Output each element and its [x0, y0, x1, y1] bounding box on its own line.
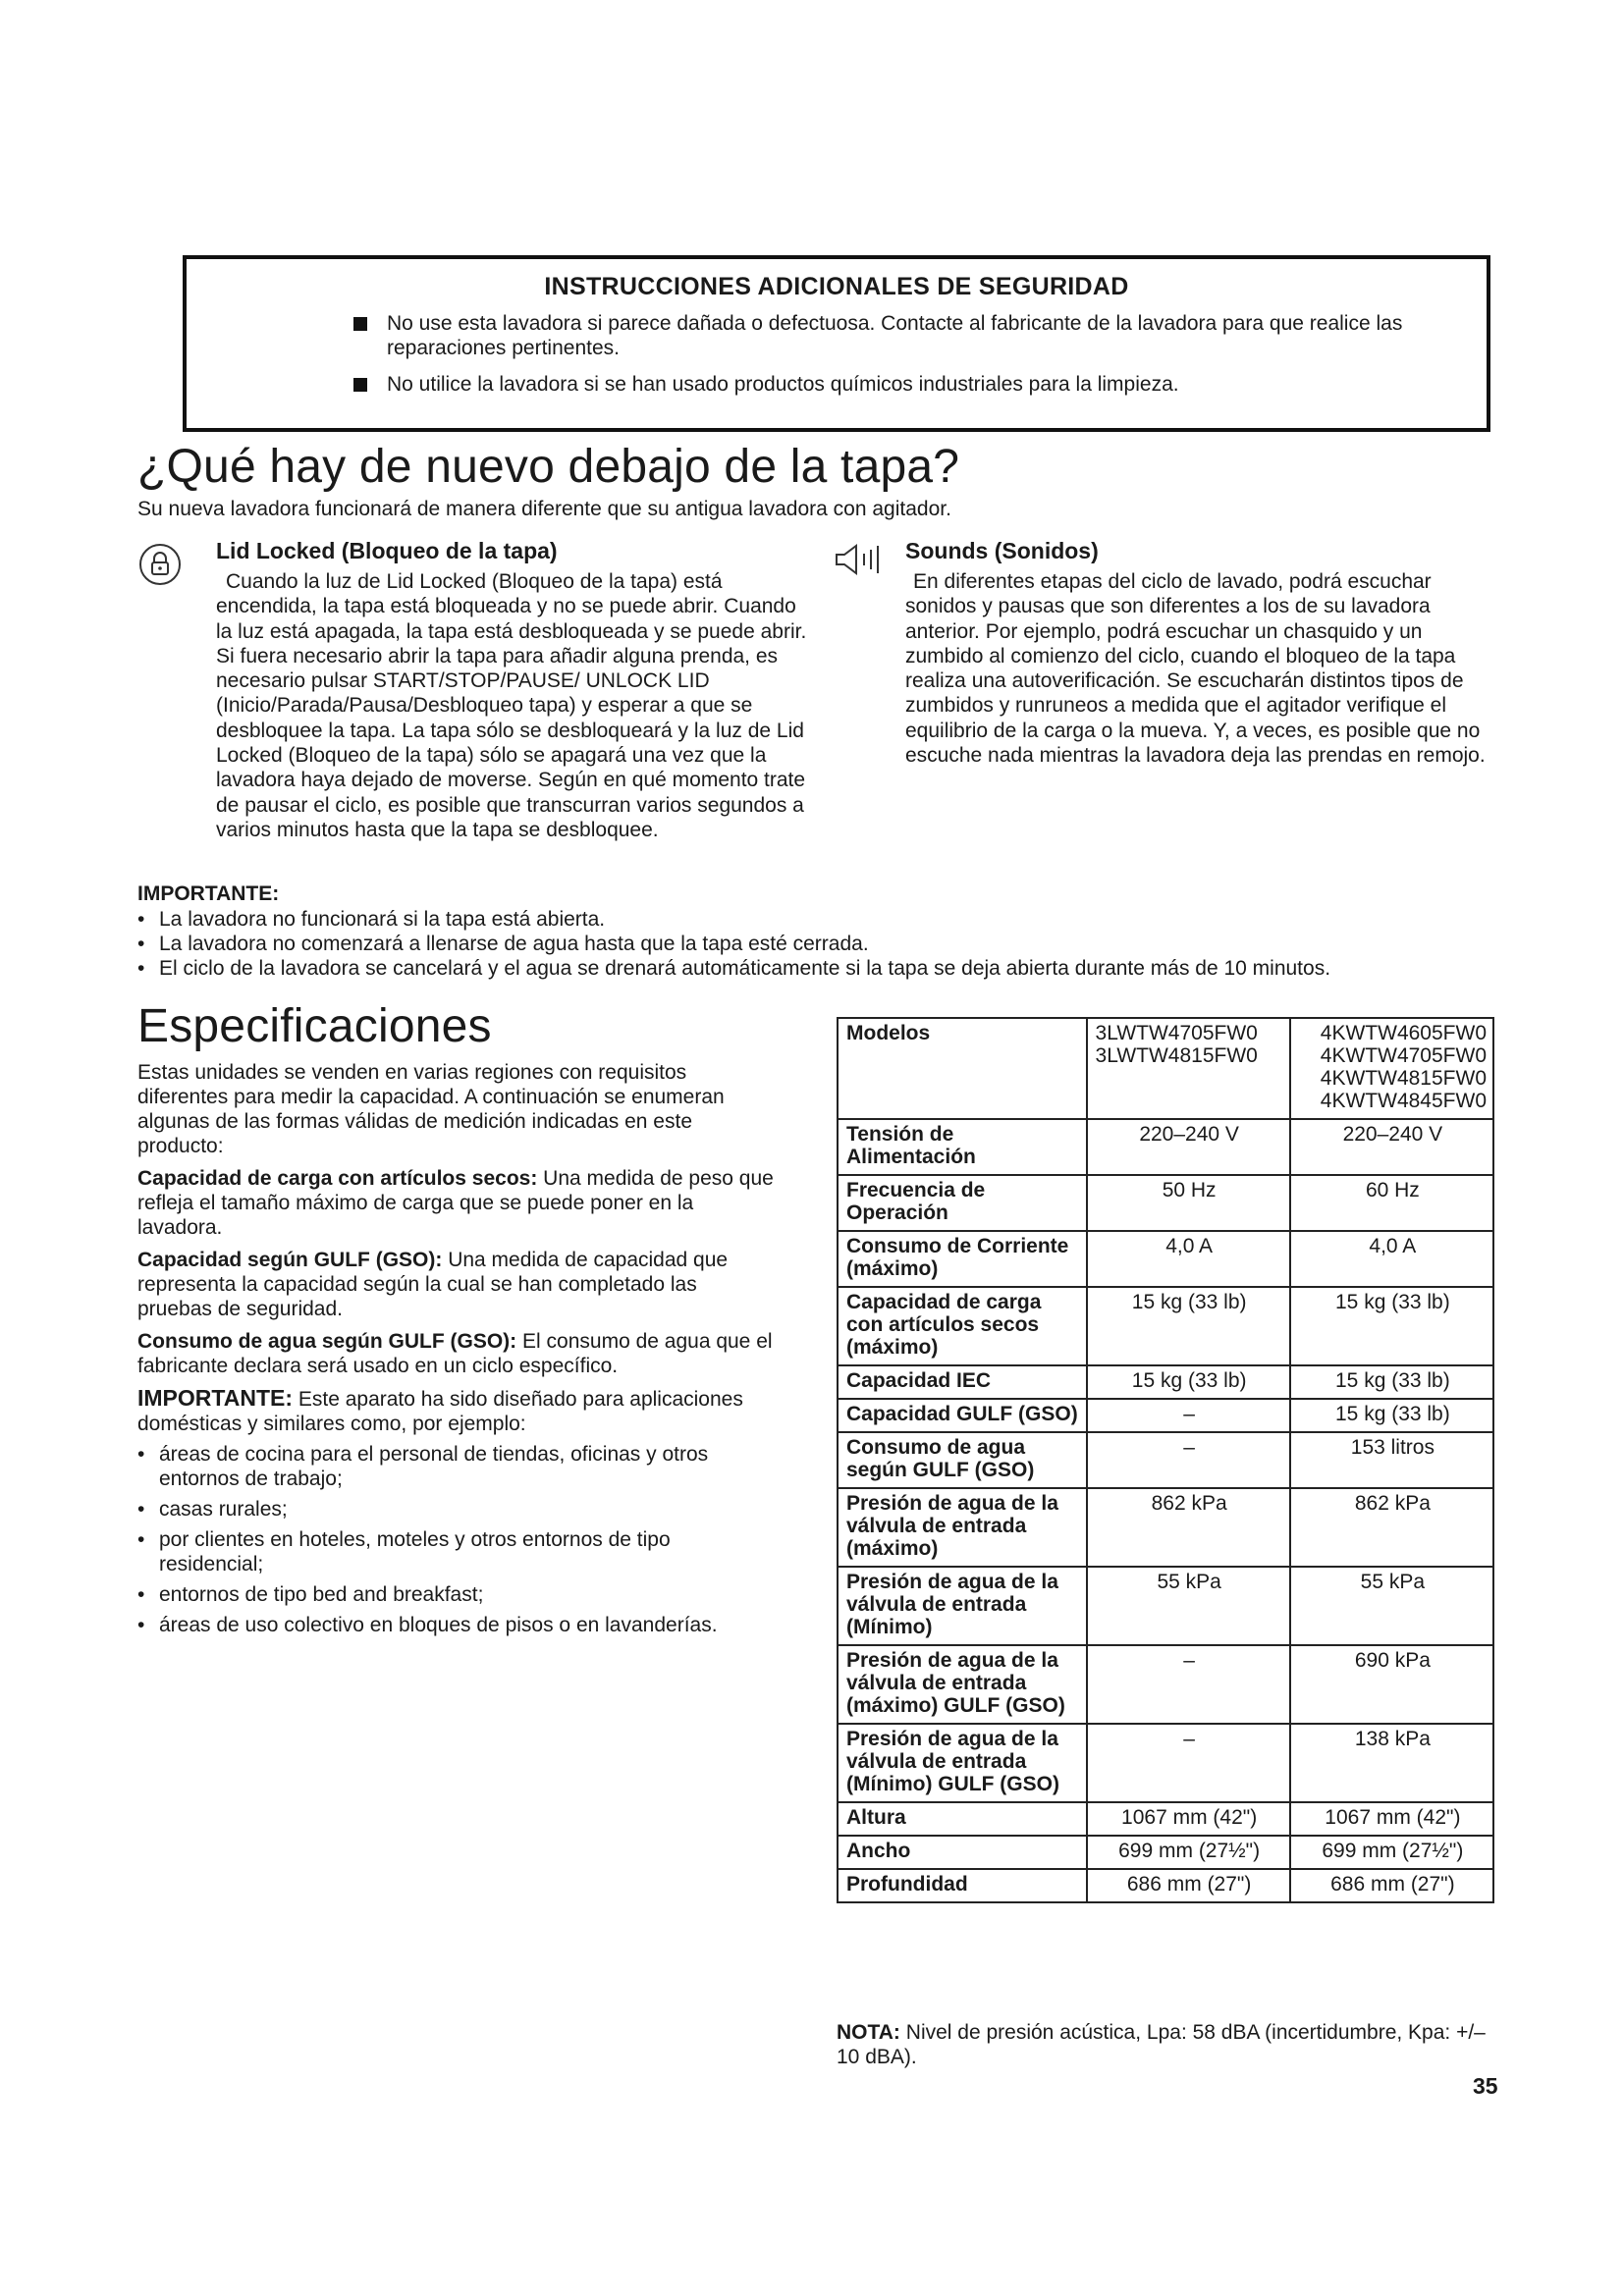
table-row	[838, 1175, 1493, 1231]
spec-value-col1: –	[1087, 1724, 1290, 1802]
models-col2: 4KWTW4605FW0 4KWTW4705FW0 4KWTW4815FW0 4KWTW4845FW0	[1290, 1018, 1493, 1119]
spec-value-col1: 50 Hz	[1087, 1175, 1290, 1231]
safety-instructions-box	[183, 255, 1490, 432]
safety-item: No utilice la lavadora si se han usado productos químicos industriales para la limpieza.	[361, 372, 1428, 397]
spec-value-col2: 220–240 V	[1290, 1119, 1493, 1175]
important-label: IMPORTANTE:	[137, 882, 280, 905]
spec-label: Presión de agua de la válvula de entrada (máximo) GULF (GSO)	[838, 1645, 1087, 1724]
list-item: • áreas de uso colectivo en bloques de pisos o en lavanderías.	[137, 1613, 776, 1637]
spec-value-col2: 699 mm (27½")	[1290, 1836, 1493, 1869]
spec-value-col1: –	[1087, 1399, 1290, 1432]
spec-value-col2: 4,0 A	[1290, 1231, 1493, 1287]
page-number: 35	[1473, 2073, 1498, 2099]
definition: Consumo de agua según GULF (GSO): El consumo de agua que el fabricante declara será usado en un ciclo específico.	[137, 1330, 773, 1377]
lid-locked-text: Cuando la luz de Lid Locked (Bloqueo de la tapa) está encendida, la tapa está bloqueada y no se puede abrir. Cuando la luz está apagada, la tapa está desbloqueada y se puede abrir. Si fuera necesario abrir la tapa para añadir alguna prenda, es necesario pulsar START/STOP/PAUSE/ UNLOCK LID (Inicio/Parada/Pausa/Desbloqueo tapa) y esperar a que se desbloquee la tapa. La tapa sólo se desbloqueará y la luz de Lid Locked (Bloqueo de la tapa) sólo se apagará una vez que la lavadora haya dejado de moverse. Según en qué momento trate de pausar el ciclo, es posible que transcurran varios segundos a varios minutos hasta que la tapa se desbloquee.	[216, 570, 807, 841]
table-row	[838, 1018, 1493, 1119]
spec-value-col2: 1067 mm (42")	[1290, 1802, 1493, 1836]
square-bullet-icon	[353, 317, 367, 331]
spec-label: Presión de agua de la válvula de entrada (máximo)	[838, 1488, 1087, 1567]
list-item: • áreas de cocina para el personal de tiendas, oficinas y otros entornos de trabajo;	[137, 1442, 776, 1491]
lid-locked-heading: Lid Locked (Bloqueo de la tapa)	[216, 538, 558, 563]
section-intro: Su nueva lavadora funcionará de manera diferente que su antigua lavadora con agitador.	[137, 498, 951, 520]
spec-label: Frecuencia de Operación	[838, 1175, 1087, 1231]
spec-label: Capacidad IEC	[838, 1365, 1087, 1399]
spec-value-col1: 55 kPa	[1087, 1567, 1290, 1645]
table-row	[838, 1802, 1493, 1836]
spec-value-col1: 862 kPa	[1087, 1488, 1290, 1567]
spec-value-col2: 60 Hz	[1290, 1175, 1493, 1231]
spec-value-col1: –	[1087, 1645, 1290, 1724]
safety-title: INSTRUCCIONES ADICIONALES DE SEGURIDAD	[544, 273, 1129, 300]
definition: Capacidad de carga con artículos secos: Una medida de peso que refleja el tamaño máximo de carga que se puede poner en la lavadora.	[137, 1167, 774, 1239]
spec-label: Consumo de Corriente (máximo)	[838, 1231, 1087, 1287]
table-row	[838, 1724, 1493, 1802]
specs-intro: Estas unidades se venden en varias regiones con requisitos diferentes para medir la capacidad. A continuación se enumeran algunas de las formas válidas de medición indicadas en este producto:	[137, 1061, 725, 1157]
square-bullet-icon	[353, 378, 367, 392]
spec-value-col1: 15 kg (33 lb)	[1087, 1365, 1290, 1399]
table-row	[838, 1488, 1493, 1567]
safety-item: No use esta lavadora si parece dañada o defectuosa. Contacte al fabricante de la lavadora para que realice las reparaciones pertinentes.	[361, 311, 1428, 360]
spec-label: Tensión de Alimentación	[838, 1119, 1087, 1175]
spec-value-col1: 4,0 A	[1087, 1231, 1290, 1287]
specs-important: IMPORTANTE: Este aparato ha sido diseñado para aplicaciones domésticas y similares como, por ejemplo:	[137, 1385, 743, 1435]
spec-value-col2: 862 kPa	[1290, 1488, 1493, 1567]
sounds-heading: Sounds (Sonidos)	[905, 538, 1099, 563]
spec-value-col1: 686 mm (27")	[1087, 1869, 1290, 1902]
models-label: Modelos	[838, 1018, 1087, 1119]
table-row	[838, 1399, 1493, 1432]
spec-label: Capacidad de carga con artículos secos (máximo)	[838, 1287, 1087, 1365]
spec-value-col2: 153 litros	[1290, 1432, 1493, 1488]
spec-value-col2: 138 kPa	[1290, 1724, 1493, 1802]
list-item: • entornos de tipo bed and breakfast;	[137, 1582, 776, 1607]
spec-value-col1: –	[1087, 1432, 1290, 1488]
spec-label: Ancho	[838, 1836, 1087, 1869]
table-row	[838, 1432, 1493, 1488]
spec-value-col2: 15 kg (33 lb)	[1290, 1399, 1493, 1432]
table-row	[838, 1231, 1493, 1287]
spec-label: Profundidad	[838, 1869, 1087, 1902]
sounds-text: En diferentes etapas del ciclo de lavado, podrá escuchar sonidos y pausas que son diferentes a los de su lavadora anterior. Por ejemplo, podrá escuchar un chasquido y un zumbido al comienzo del ciclo, cuando el bloqueo de la tapa realiza una autoverificación. Se escucharán distintos tipos de zumbidos y runruneos a medida que el agitador verifique el equilibrio de la carga o la mueva. Y, a veces, es posible que no escuche nada mientras la lavadora deja las prendas en remojo.	[905, 570, 1486, 768]
table-row	[838, 1365, 1493, 1399]
list-item: • por clientes en hoteles, moteles y otros entornos de tipo residencial;	[137, 1527, 776, 1576]
spec-label: Altura	[838, 1802, 1087, 1836]
spec-value-col2: 690 kPa	[1290, 1645, 1493, 1724]
spec-value-col2: 15 kg (33 lb)	[1290, 1365, 1493, 1399]
spec-label: Presión de agua de la válvula de entrada (Mínimo)	[838, 1567, 1087, 1645]
note: NOTA: Nivel de presión acústica, Lpa: 58 dBA (incertidumbre, Kpa: +/–10 dBA).	[837, 2021, 1486, 2068]
uses-list	[137, 1442, 776, 1637]
lock-icon	[137, 542, 183, 587]
table-row	[838, 1869, 1493, 1902]
spec-value-col2: 55 kPa	[1290, 1567, 1493, 1645]
important-list	[137, 907, 1512, 981]
spec-label: Capacidad GULF (GSO)	[838, 1399, 1087, 1432]
spec-value-col2: 15 kg (33 lb)	[1290, 1287, 1493, 1365]
section-title-whats-new: ¿Qué hay de nuevo debajo de la tapa?	[137, 441, 960, 493]
definition: Capacidad según GULF (GSO): Una medida de capacidad que representa la capacidad según la cual se han completado las pruebas de seguridad.	[137, 1249, 729, 1320]
list-item: • casas rurales;	[137, 1497, 776, 1522]
models-col1: 3LWTW4705FW0 3LWTW4815FW0	[1087, 1018, 1290, 1119]
table-row	[838, 1287, 1493, 1365]
list-item: • El ciclo de la lavadora se cancelará y el agua se drenará automáticamente si la tapa se deja abierta durante más de 10 minutos.	[137, 956, 1512, 981]
spec-value-col1: 220–240 V	[1087, 1119, 1290, 1175]
table-row	[838, 1119, 1493, 1175]
list-item: • La lavadora no comenzará a llenarse de agua hasta que la tapa esté cerrada.	[137, 932, 1512, 956]
spec-value-col1: 15 kg (33 lb)	[1087, 1287, 1290, 1365]
spec-label: Presión de agua de la válvula de entrada (Mínimo) GULF (GSO)	[838, 1724, 1087, 1802]
specs-left-column	[137, 1060, 776, 1643]
list-item: • La lavadora no funcionará si la tapa está abierta.	[137, 907, 1512, 932]
section-title-specs: Especificaciones	[137, 1000, 492, 1052]
spec-value-col2: 686 mm (27")	[1290, 1869, 1493, 1902]
speaker-icon	[833, 542, 884, 577]
table-row	[838, 1836, 1493, 1869]
table-row	[838, 1567, 1493, 1645]
specs-table	[837, 1017, 1494, 1903]
spec-value-col1: 1067 mm (42")	[1087, 1802, 1290, 1836]
spec-label: Consumo de agua según GULF (GSO)	[838, 1432, 1087, 1488]
table-row	[838, 1645, 1493, 1724]
spec-value-col1: 699 mm (27½")	[1087, 1836, 1290, 1869]
